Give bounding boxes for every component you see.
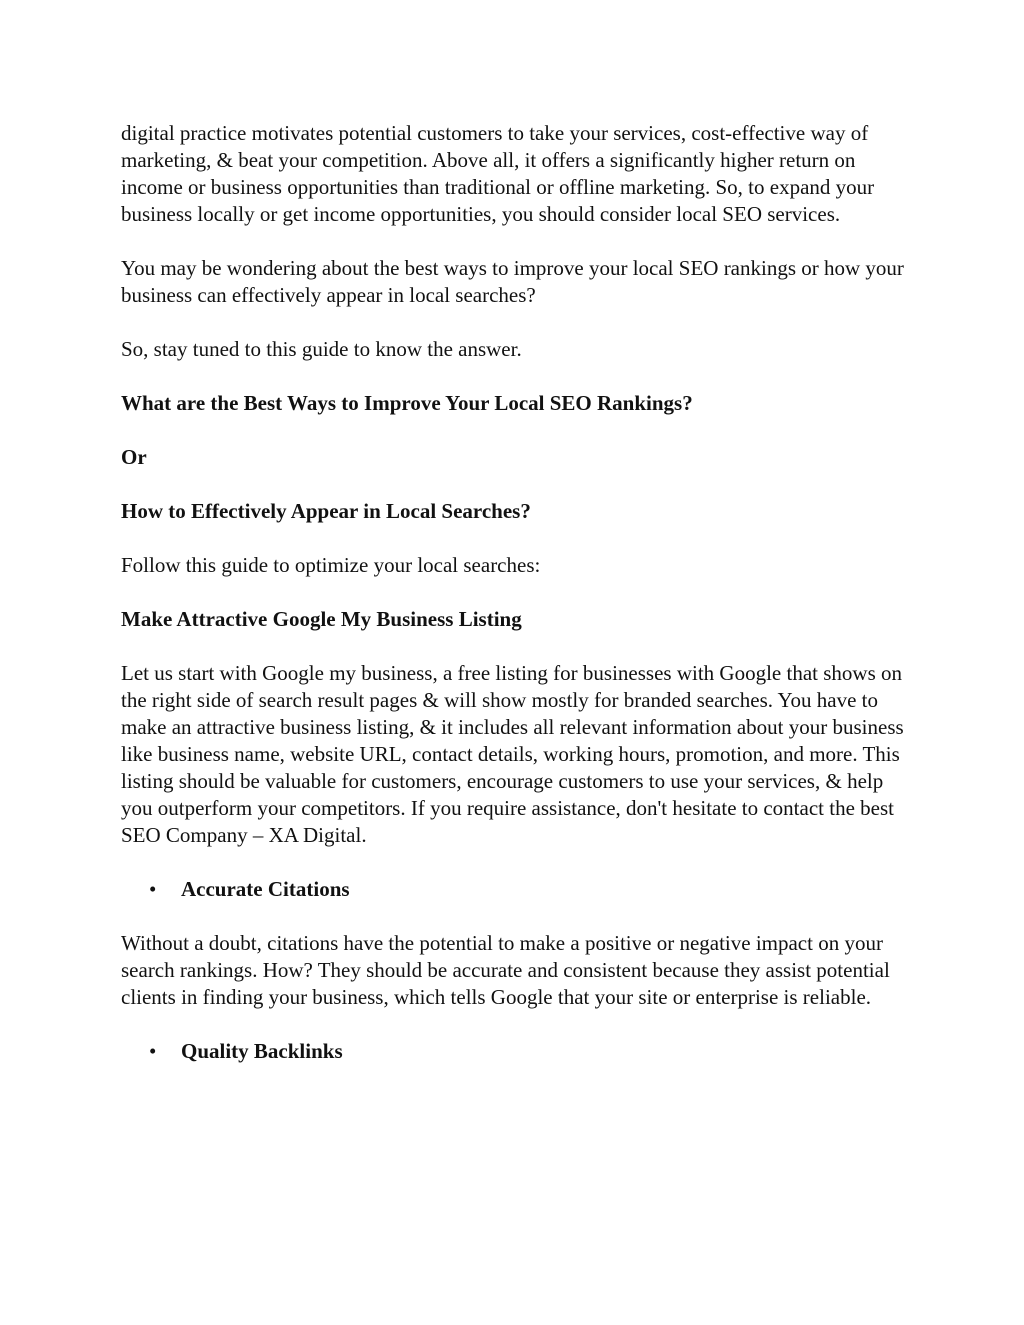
bullet-icon: • (149, 1039, 157, 1063)
bullet-label: Quality Backlinks (181, 1039, 343, 1063)
stay-tuned-paragraph: So, stay tuned to this guide to know the answer. (121, 337, 522, 361)
bullet-quality-backlinks (121, 1038, 911, 1065)
gmb-heading: Make Attractive Google My Business Listing (121, 607, 522, 631)
appear-local-heading: How to Effectively Appear in Local Searches? (121, 499, 531, 523)
document-page (121, 120, 911, 1092)
citations-paragraph: Without a doubt, citations have the potential to make a positive or negative impact on your search rankings. How? They should be accurate and consistent because they assist potential clients in finding your business, which tells Google that your site or enterprise is reliable. (121, 931, 890, 1009)
bullet-label: Accurate Citations (181, 877, 350, 901)
bullet-accurate-citations (121, 876, 911, 903)
intro-paragraph: digital practice motivates potential customers to take your services, cost-effective way of marketing, & beat your competition. Above all, it offers a significantly higher return on income or business opportunities than traditional or offline marketing. So, to expand your business locally or get income opportunities, you should consider local SEO services. (121, 121, 875, 226)
or-heading: Or (121, 445, 147, 469)
question-paragraph: You may be wondering about the best ways to improve your local SEO rankings or how your business can effectively appear in local searches? (121, 256, 904, 307)
gmb-paragraph: Let us start with Google my business, a free listing for businesses with Google that shows on the right side of search result pages & will show mostly for branded searches. You have to make an attractive business listing, & it includes all relevant information about your business like business name, website URL, contact details, working hours, promotion, and more. This listing should be valuable for customers, encourage customers to use your services, & help you outperform your competitors. If you require assistance, don't hesitate to contact the best SEO Company – XA Digital. (121, 661, 904, 847)
best-ways-heading: What are the Best Ways to Improve Your Local SEO Rankings? (121, 391, 693, 415)
bullet-icon: • (149, 877, 157, 901)
follow-guide-paragraph: Follow this guide to optimize your local searches: (121, 553, 541, 577)
